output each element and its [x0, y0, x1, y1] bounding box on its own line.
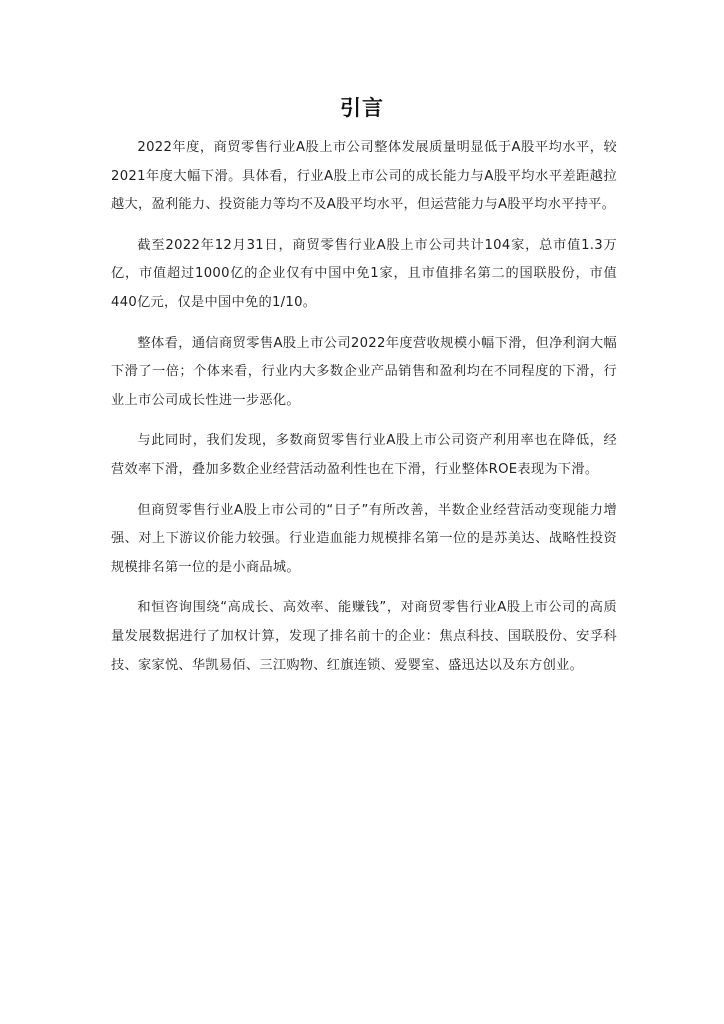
page-title: 引言 — [340, 96, 384, 120]
document-body — [111, 134, 617, 692]
paragraph-5: 但商贸零售行业A股上市公司的“日子”有所改善，半数企业经营活动变现能力增强、对上下游议价能力较强。行业造血能力规模排名第一位的是苏美达、战略性投资规模排名第一位的是小商品城。 — [111, 502, 617, 575]
paragraph-3: 整体看，通信商贸零售A股上市公司2022年度营收规模小幅下滑，但净利润大幅下滑了一倍；个体来看，行业内大多数企业产品销售和盈利均在不同程度的下滑，行业上市公司成长性进一步恶化。 — [111, 335, 617, 408]
paragraph-4: 与此同时，我们发现，多数商贸零售行业A股上市公司资产利用率也在降低，经营效率下滑，叠加多数企业经营活动盈利性也在下滑，行业整体ROE表现为下滑。 — [111, 433, 617, 477]
paragraph-1: 2022年度，商贸零售行业A股上市公司整体发展质量明显低于A股平均水平，较2021年度大幅下滑。具体看，行业A股上市公司的成长能力与A股平均水平差距越拉越大，盈利能力、投资能力等均不及A股平均水平，但运营能力与A股平均水平持平。 — [111, 140, 617, 213]
paragraph-2: 截至2022年12月31日，商贸零售行业A股上市公司共计104家，总市值1.3万亿，市值超过1000亿的企业仅有中国中免1家，且市值排名第二的国联股份，市值440亿元，仅是中国中免的1/10。 — [111, 237, 617, 310]
paragraph-6: 和恒咨询围绕“高成长、高效率、能赚钱”，对商贸零售行业A股上市公司的高质量发展数据进行了加权计算，发现了排名前十的企业：焦点科技、国联股份、安孚科技、家家悦、华凯易佰、三江购物、红旗连锁、爱婴室、盛迅达以及东方创业。 — [111, 600, 617, 673]
